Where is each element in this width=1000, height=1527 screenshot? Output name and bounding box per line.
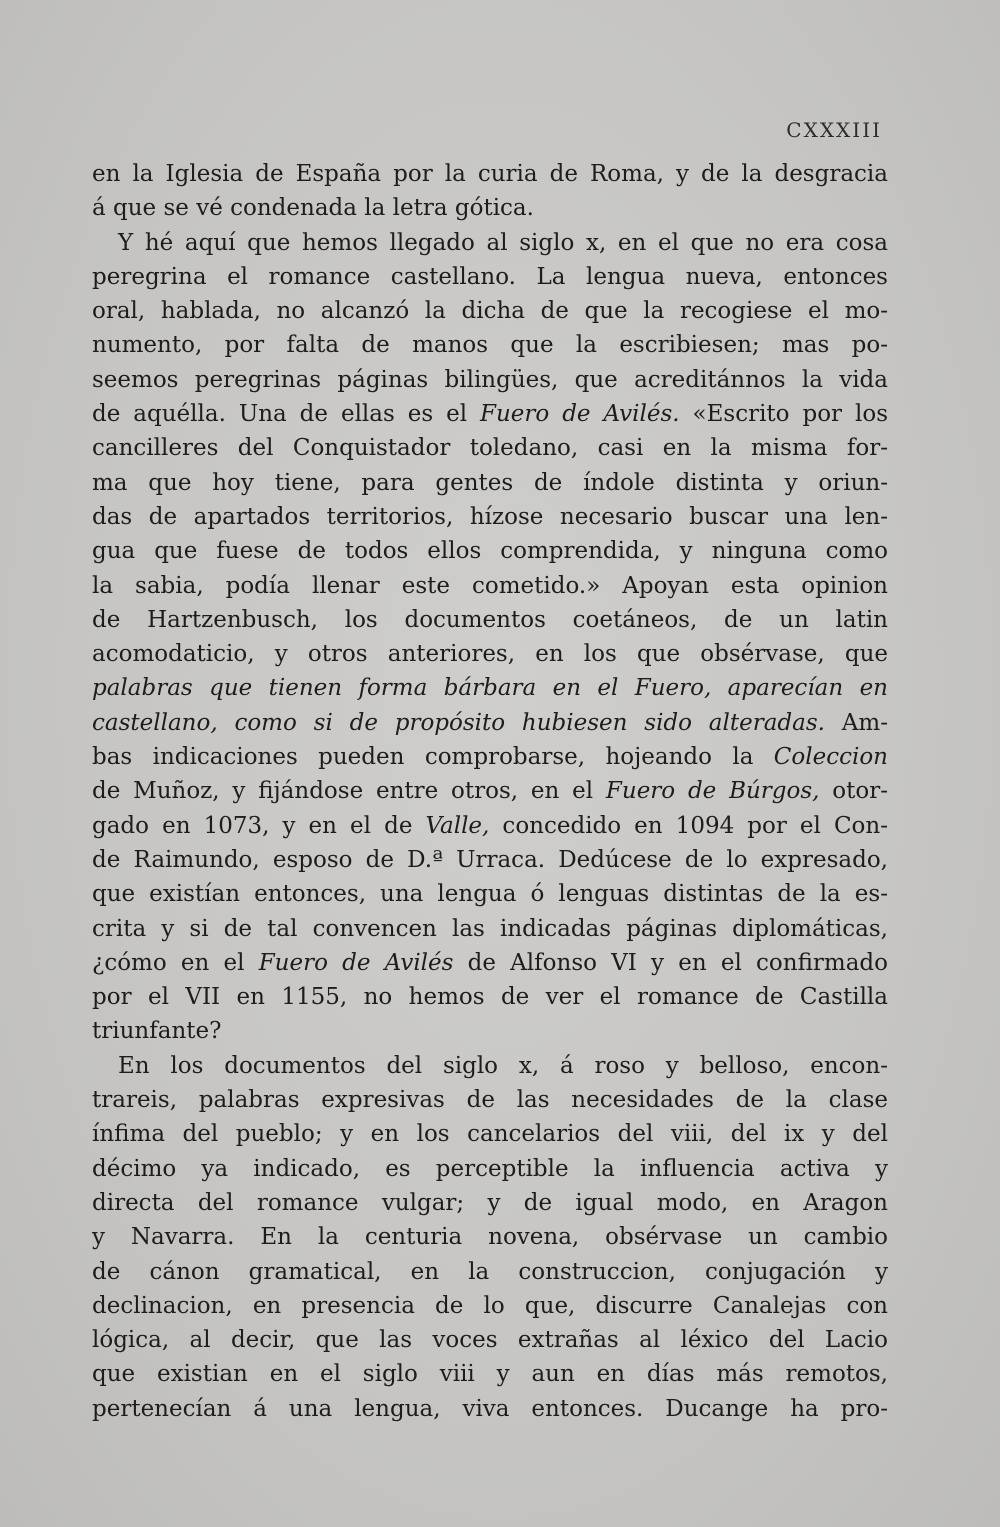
text-segment: en la Iglesia de España por la curia de Roma, y de la desgracia [92, 161, 888, 187]
text-line [92, 226, 888, 260]
text-segment: declinacion, en presencia de lo que, discurre Canalejas con [92, 1292, 888, 1319]
text-segment: ma que hoy tiene, para gentes de índole distinta y oriun- [92, 469, 888, 496]
text-line [92, 706, 888, 740]
text-segment: ínfima del pueblo; y en los cancelarios del viii, del ix y del [92, 1121, 888, 1148]
text-line [92, 260, 888, 294]
text-line [92, 363, 888, 397]
text-segment: oral, hablada, no alcanzó la dicha de que la recogiese el mo- [92, 298, 888, 325]
text-segment: de Alfonso VI y en el confirmado [453, 949, 888, 976]
text-segment: y Navarra. En la centuria novena, obsérvase un cambio [92, 1224, 888, 1251]
body-text [92, 157, 888, 1426]
text-line [92, 500, 888, 534]
text-segment: décimo ya indicado, es perceptible la influencia activa y [92, 1155, 888, 1182]
italic-text: palabras que tienen forma bárbara en el Fuero, aparecían en [92, 675, 888, 702]
text-segment: la sabia, podía llenar este cometido.» Apoyan esta opinion [92, 572, 888, 599]
text-line [92, 1255, 888, 1289]
text-line [92, 603, 888, 637]
text-segment: numento, por falta de manos que la escribiesen; mas po- [92, 332, 888, 359]
text-segment: á que se vé condenada la letra gótica. [92, 195, 534, 222]
text-line [92, 431, 888, 465]
text-segment: bas indicaciones pueden comprobarse, hojeando la [92, 744, 774, 771]
text-line [92, 740, 888, 774]
text-line [92, 843, 888, 877]
text-line [92, 1049, 888, 1083]
text-segment: trareis, palabras expresivas de las necesidades de la clase [92, 1087, 888, 1114]
italic-text: Coleccion [773, 744, 888, 771]
text-segment: «Escrito por los [679, 401, 888, 428]
text-line [92, 1083, 888, 1117]
text-segment: triunfante? [92, 1018, 222, 1045]
italic-text: Fuero de Avilés. [480, 401, 680, 428]
text-line [92, 1117, 888, 1151]
text-segment: de Raimundo, esposo de D.ª Urraca. Dedúcese de lo expresado, [92, 846, 888, 873]
text-line [92, 294, 888, 328]
text-line [92, 466, 888, 500]
text-line [92, 397, 888, 431]
text-line [92, 191, 888, 225]
text-segment: ¿cómo en el [92, 949, 259, 976]
text-line [92, 671, 888, 705]
text-line [92, 1392, 888, 1426]
text-segment: que existían entonces, una lengua ó lenguas distintas de la es- [92, 881, 888, 908]
text-line [92, 912, 888, 946]
text-line [92, 1289, 888, 1323]
page-number: CXXXIII [786, 118, 882, 142]
text-segment: lógica, al decir, que las voces extrañas al léxico del Lacio [92, 1327, 888, 1354]
italic-text: Valle, [425, 812, 490, 839]
text-line [92, 534, 888, 568]
text-line [92, 157, 888, 191]
text-segment: acomodaticio, y otros anteriores, en los que obsérvase, que [92, 641, 888, 668]
text-segment: gado en 1073, y en el de [92, 812, 426, 839]
italic-text: Fuero de Búrgos, [605, 778, 820, 805]
text-line [92, 877, 888, 911]
text-line [92, 1014, 888, 1048]
text-segment: directa del romance vulgar; y de igual modo, en Aragon [92, 1189, 888, 1216]
text-segment: Y hé aquí que hemos llegado al siglo x, en el que no era cosa [118, 229, 888, 256]
text-segment: crita y si de tal convencen las indicadas páginas diplomáticas, [92, 915, 888, 942]
text-line [92, 980, 888, 1014]
text-segment: de aquélla. Una de ellas es el [92, 401, 481, 428]
text-segment: Am- [825, 709, 888, 736]
text-segment: concedido en 1094 por el Con- [489, 812, 888, 839]
text-segment: de Muñoz, y fijándose entre otros, en el [92, 778, 606, 805]
text-segment: peregrina el romance castellano. La lengua nueva, entonces [92, 263, 888, 290]
text-segment: En los documentos del siglo x, á roso y belloso, encon- [118, 1052, 888, 1079]
text-line [92, 1220, 888, 1254]
text-line [92, 809, 888, 843]
text-line [92, 569, 888, 603]
text-segment: de Hartzenbusch, los documentos coetáneos, de un latin [92, 606, 888, 633]
text-segment: por el VII en 1155, no hemos de ver el romance de Castilla [92, 984, 888, 1011]
italic-text: castellano, como si de propósito hubiesen sido alteradas. [92, 709, 825, 736]
text-line [92, 1152, 888, 1186]
text-segment: de cánon gramatical, en la construccion, conjugación y [92, 1258, 888, 1285]
text-segment: que existian en el siglo viii y aun en días más remotos, [92, 1361, 888, 1388]
text-line [92, 774, 888, 808]
text-line [92, 1186, 888, 1220]
text-line [92, 946, 888, 980]
text-line [92, 1357, 888, 1391]
text-line [92, 1323, 888, 1357]
text-segment: otor- [819, 778, 888, 805]
text-segment: seemos peregrinas páginas bilingües, que acreditánnos la vida [92, 366, 888, 393]
text-line [92, 328, 888, 362]
text-line [92, 637, 888, 671]
text-segment: gua que fuese de todos ellos comprendida, y ninguna como [92, 538, 888, 565]
italic-text: Fuero de Avilés [258, 949, 454, 976]
text-segment: cancilleres del Conquistador toledano, casi en la misma for- [92, 435, 888, 462]
text-segment: das de apartados territorios, hízose necesario buscar una len- [92, 503, 888, 530]
text-segment: pertenecían á una lengua, viva entonces. Ducange ha pro- [92, 1395, 888, 1422]
